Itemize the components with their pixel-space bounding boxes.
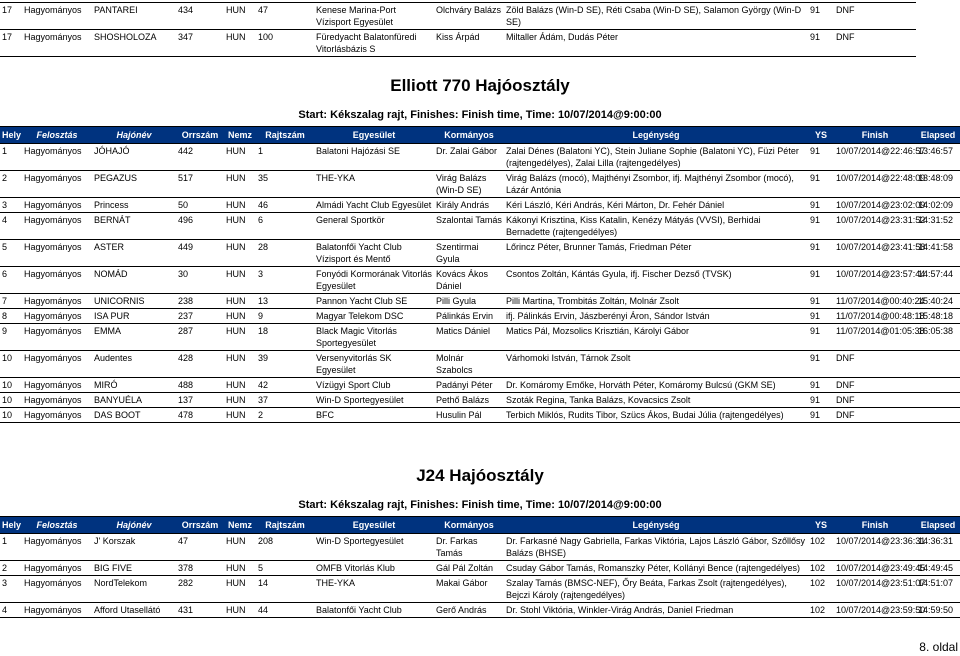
cell-place: 2 <box>0 561 22 576</box>
table-row <box>0 198 960 213</box>
table-row <box>0 324 960 351</box>
cell-start-number: 5 <box>256 561 314 576</box>
cell-elapsed: 15:40:24 <box>916 294 960 309</box>
cell-division: Hagyományos <box>22 576 92 603</box>
cell-elapsed: 14:51:07 <box>916 576 960 603</box>
cell-division: Hagyományos <box>22 351 92 378</box>
cell-elapsed: 16:05:38 <box>916 324 960 351</box>
header-boat-name: Hajónév <box>92 517 176 534</box>
top-results-table <box>0 2 960 57</box>
cell-helm: Makai Gábor <box>434 576 504 603</box>
table-row <box>0 171 960 198</box>
cell-finish: 10/07/2014@23:51:07 <box>834 576 916 603</box>
cell-start-number: 1 <box>256 144 314 171</box>
cell-club: BFC <box>314 408 434 423</box>
table-row <box>0 267 960 294</box>
cell-club: Pannon Yacht Club SE <box>314 294 434 309</box>
cell-ys: 91 <box>808 240 834 267</box>
cell-nation: HUN <box>224 267 256 294</box>
header-nation: Nemz <box>224 127 256 144</box>
cell-sail-number: 237 <box>176 309 224 324</box>
cell-boat-name: J' Korszak <box>92 534 176 561</box>
cell-helm: Gerő András <box>434 603 504 618</box>
cell-finish: DNF <box>834 3 916 30</box>
header-ys: YS <box>808 127 834 144</box>
cell-start-number: 14 <box>256 576 314 603</box>
cell-elapsed <box>916 351 960 378</box>
cell-sail-number: 30 <box>176 267 224 294</box>
cell-boat-name: Audentes <box>92 351 176 378</box>
cell-club: Fonyódi Kormorának Vitorlás Egyesület <box>314 267 434 294</box>
header-finish: Finish <box>834 517 916 534</box>
cell-place: 10 <box>0 408 22 423</box>
header-elapsed: Elapsed <box>916 127 960 144</box>
cell-ys: 91 <box>808 213 834 240</box>
cell-finish: 10/07/2014@22:46:57 <box>834 144 916 171</box>
cell-helm: Szentirmai Gyula <box>434 240 504 267</box>
header-helm: Kormányos <box>434 517 504 534</box>
cell-crew: Zalai Dénes (Balatoni YC), Stein Juliane Sophie (Balatoni YC), Füzi Péter (rajtengedélyes), Zalai Lilla (rajtengedélyes) <box>504 144 808 171</box>
cell-club: Almádi Yacht Club Egyesület <box>314 198 434 213</box>
cell-crew: Lőrincz Péter, Brunner Tamás, Friedman Péter <box>504 240 808 267</box>
header-start-number: Rajtszám <box>256 517 314 534</box>
cell-place: 3 <box>0 576 22 603</box>
cell-sail-number: 50 <box>176 198 224 213</box>
cell-club: OMFB Vitorlás Klub <box>314 561 434 576</box>
cell-elapsed: 13:48:09 <box>916 171 960 198</box>
cell-division: Hagyományos <box>22 267 92 294</box>
header-boat-name: Hajónév <box>92 127 176 144</box>
cell-boat-name: DAS BOOT <box>92 408 176 423</box>
cell-sail-number: 137 <box>176 393 224 408</box>
cell-sail-number: 428 <box>176 351 224 378</box>
table-row <box>0 408 960 423</box>
cell-club: Balatonfői Yacht Club Vízisport és Mentő <box>314 240 434 267</box>
cell-elapsed: 14:36:31 <box>916 534 960 561</box>
cell-start-number: 6 <box>256 213 314 240</box>
cell-boat-name: Afford Utasellátó <box>92 603 176 618</box>
cell-helm: Olchváry Balázs <box>434 3 504 30</box>
cell-helm: Szalontai Tamás <box>434 213 504 240</box>
cell-boat-name: UNICORNIS <box>92 294 176 309</box>
cell-division: Hagyományos <box>22 213 92 240</box>
page-number: 8. oldal <box>919 640 958 654</box>
table-row <box>0 561 960 576</box>
cell-club: Vízügyi Sport Club <box>314 378 434 393</box>
cell-crew: Dr. Farkasné Nagy Gabriella, Farkas Viktória, Lajos László Gábor, Szőllősy Balázs (BHSE) <box>504 534 808 561</box>
cell-place: 17 <box>0 3 22 30</box>
cell-nation: HUN <box>224 309 256 324</box>
cell-finish: 10/07/2014@22:48:09 <box>834 171 916 198</box>
cell-ys: 102 <box>808 561 834 576</box>
cell-elapsed: 14:02:09 <box>916 198 960 213</box>
cell-sail-number: 478 <box>176 408 224 423</box>
cell-start-number: 208 <box>256 534 314 561</box>
cell-nation: HUN <box>224 144 256 171</box>
j24-results-table <box>0 516 960 618</box>
cell-boat-name: Princess <box>92 198 176 213</box>
cell-boat-name: ISA PUR <box>92 309 176 324</box>
cell-club: THE-YKA <box>314 171 434 198</box>
header-row <box>0 517 960 534</box>
cell-finish: DNF <box>834 408 916 423</box>
cell-place: 4 <box>0 213 22 240</box>
cell-helm: Padányi Péter <box>434 378 504 393</box>
cell-place: 8 <box>0 309 22 324</box>
cell-division: Hagyományos <box>22 324 92 351</box>
cell-division: Hagyományos <box>22 3 92 30</box>
cell-finish: 11/07/2014@00:40:24 <box>834 294 916 309</box>
cell-place: 6 <box>0 267 22 294</box>
cell-helm: Pethő Balázs <box>434 393 504 408</box>
cell-sail-number: 378 <box>176 561 224 576</box>
class-title: J24 Hajóosztály <box>416 466 544 485</box>
cell-finish: 10/07/2014@23:36:31 <box>834 534 916 561</box>
cell-sail-number: 47 <box>176 534 224 561</box>
cell-club: Magyar Telekom DSC <box>314 309 434 324</box>
class-title: Elliott 770 Hajóosztály <box>390 76 570 95</box>
cell-ys: 91 <box>808 378 834 393</box>
cell-helm: Kovács Ákos Dániel <box>434 267 504 294</box>
cell-boat-name: SHOSHOLOZA <box>92 30 176 57</box>
cell-elapsed <box>916 393 960 408</box>
cell-nation: HUN <box>224 3 256 30</box>
cell-elapsed: 13:46:57 <box>916 144 960 171</box>
cell-sail-number: 434 <box>176 3 224 30</box>
cell-start-number: 100 <box>256 30 314 57</box>
cell-crew: Kéri László, Kéri András, Kéri Márton, Dr. Fehér Dániel <box>504 198 808 213</box>
cell-nation: HUN <box>224 213 256 240</box>
elliott-results-table <box>0 126 960 423</box>
cell-crew: ifj. Pálinkás Ervin, Jászberényi Áron, Sándor István <box>504 309 808 324</box>
cell-nation: HUN <box>224 576 256 603</box>
cell-division: Hagyományos <box>22 561 92 576</box>
header-elapsed: Elapsed <box>916 517 960 534</box>
cell-crew: Csontos Zoltán, Kántás Gyula, ifj. Fischer Dezső (TVSK) <box>504 267 808 294</box>
cell-finish: 10/07/2014@23:57:44 <box>834 267 916 294</box>
cell-helm: Király András <box>434 198 504 213</box>
table-row <box>0 603 960 618</box>
cell-elapsed: 14:31:52 <box>916 213 960 240</box>
cell-place: 3 <box>0 198 22 213</box>
cell-ys: 91 <box>808 408 834 423</box>
cell-boat-name: NOMÁD <box>92 267 176 294</box>
cell-division: Hagyományos <box>22 144 92 171</box>
table-row <box>0 294 960 309</box>
cell-elapsed <box>916 408 960 423</box>
table-row <box>0 534 960 561</box>
cell-ys: 91 <box>808 30 834 57</box>
cell-elapsed: 14:57:44 <box>916 267 960 294</box>
cell-elapsed: 15:48:18 <box>916 309 960 324</box>
cell-division: Hagyományos <box>22 171 92 198</box>
header-crew: Legénység <box>504 127 808 144</box>
cell-place: 10 <box>0 378 22 393</box>
cell-start-number: 44 <box>256 603 314 618</box>
cell-boat-name: ASTER <box>92 240 176 267</box>
class-start-info: Start: Kékszalag rajt, Finishes: Finish time, Time: 10/07/2014@9:00:00 <box>298 499 662 511</box>
class-start-info: Start: Kékszalag rajt, Finishes: Finish time, Time: 10/07/2014@9:00:00 <box>298 109 662 121</box>
cell-crew: Dr. Stohl Viktória, Winkler-Virág András, Daniel Friedman <box>504 603 808 618</box>
cell-place: 2 <box>0 171 22 198</box>
cell-crew: Szoták Regina, Tanka Balázs, Kovacsics Zsolt <box>504 393 808 408</box>
cell-nation: HUN <box>224 294 256 309</box>
cell-nation: HUN <box>224 171 256 198</box>
cell-division: Hagyományos <box>22 30 92 57</box>
table-row <box>0 576 960 603</box>
cell-sail-number: 431 <box>176 603 224 618</box>
cell-elapsed: 14:41:58 <box>916 240 960 267</box>
cell-finish: 10/07/2014@23:49:45 <box>834 561 916 576</box>
cell-crew: Zöld Balázs (Win-D SE), Réti Csaba (Win-D SE), Salamon György (Win-D SE) <box>504 3 808 30</box>
header-finish: Finish <box>834 127 916 144</box>
cell-start-number: 18 <box>256 324 314 351</box>
cell-sail-number: 282 <box>176 576 224 603</box>
cell-ys: 91 <box>808 171 834 198</box>
cell-club: THE-YKA <box>314 576 434 603</box>
table-row <box>0 30 960 57</box>
cell-finish: 10/07/2014@23:02:09 <box>834 198 916 213</box>
cell-elapsed: 14:49:45 <box>916 561 960 576</box>
header-row <box>0 127 960 144</box>
cell-finish: 11/07/2014@00:48:18 <box>834 309 916 324</box>
cell-helm: Matics Dániel <box>434 324 504 351</box>
cell-boat-name: PEGAZUS <box>92 171 176 198</box>
cell-sail-number: 496 <box>176 213 224 240</box>
cell-ys: 91 <box>808 324 834 351</box>
cell-club: Kenese Marina-Port Vízisport Egyesület <box>314 3 434 30</box>
class-j24 <box>0 466 960 618</box>
cell-boat-name: EMMA <box>92 324 176 351</box>
cell-place: 1 <box>0 144 22 171</box>
table-row <box>0 378 960 393</box>
cell-start-number: 35 <box>256 171 314 198</box>
cell-sail-number: 517 <box>176 171 224 198</box>
cell-ys: 102 <box>808 603 834 618</box>
cell-crew: Terbich Miklós, Rudits Tibor, Szücs Ákos, Budai Júlia (rajtengedélyes) <box>504 408 808 423</box>
table-row <box>0 240 960 267</box>
cell-place: 10 <box>0 351 22 378</box>
cell-club: Versenyvitorlás SK Egyesület <box>314 351 434 378</box>
cell-place: 7 <box>0 294 22 309</box>
cell-crew: Dr. Komáromy Emőke, Horváth Péter, Komáromy Bulcsú (GKM SE) <box>504 378 808 393</box>
cell-crew: Szalay Tamás (BMSC-NEF), Őry Beáta, Farkas Zsolt (rajtengedélyes), Bejczi Károly (rajtengedélyes) <box>504 576 808 603</box>
header-club: Egyesület <box>314 517 434 534</box>
header-sail-number: Orrszám <box>176 127 224 144</box>
cell-crew: Kákonyi Krisztina, Kiss Katalin, Kenézy Mátyás (VVSI), Berhidai Bernadette (rajtengedélyes) <box>504 213 808 240</box>
cell-nation: HUN <box>224 30 256 57</box>
cell-finish: DNF <box>834 378 916 393</box>
cell-division: Hagyományos <box>22 408 92 423</box>
cell-start-number: 39 <box>256 351 314 378</box>
cell-helm: Dr. Farkas Tamás <box>434 534 504 561</box>
cell-boat-name: JÓHAJÓ <box>92 144 176 171</box>
cell-start-number: 3 <box>256 267 314 294</box>
table-row <box>0 213 960 240</box>
cell-sail-number: 238 <box>176 294 224 309</box>
cell-ys: 91 <box>808 267 834 294</box>
cell-helm: Pálinkás Ervin <box>434 309 504 324</box>
header-ys: YS <box>808 517 834 534</box>
header-club: Egyesület <box>314 127 434 144</box>
cell-sail-number: 287 <box>176 324 224 351</box>
cell-club: Balatonfői Yacht Club <box>314 603 434 618</box>
cell-nation: HUN <box>224 561 256 576</box>
cell-division: Hagyományos <box>22 603 92 618</box>
cell-ys: 91 <box>808 144 834 171</box>
cell-ys: 91 <box>808 351 834 378</box>
cell-start-number: 42 <box>256 378 314 393</box>
cell-crew: Pilli Martina, Trombitás Zoltán, Molnár Zsolt <box>504 294 808 309</box>
cell-nation: HUN <box>224 240 256 267</box>
cell-sail-number: 449 <box>176 240 224 267</box>
cell-start-number: 9 <box>256 309 314 324</box>
cell-division: Hagyományos <box>22 294 92 309</box>
cell-club: Black Magic Vitorlás Sportegyesület <box>314 324 434 351</box>
cell-start-number: 28 <box>256 240 314 267</box>
cell-finish: DNF <box>834 30 916 57</box>
cell-nation: HUN <box>224 393 256 408</box>
cell-crew: Várhomoki István, Tárnok Zsolt <box>504 351 808 378</box>
cell-finish: 10/07/2014@23:59:50 <box>834 603 916 618</box>
cell-elapsed: 14:59:50 <box>916 603 960 618</box>
header-helm: Kormányos <box>434 127 504 144</box>
cell-crew: Virág Balázs (mocó), Majthényi Zsombor, ifj. Majthényi Zsombor (mocó), Lázár Antónia <box>504 171 808 198</box>
cell-club: Balatoni Hajózási SE <box>314 144 434 171</box>
cell-boat-name: BERNÁT <box>92 213 176 240</box>
cell-nation: HUN <box>224 378 256 393</box>
cell-helm: Virág Balázs (Win-D SE) <box>434 171 504 198</box>
cell-division: Hagyományos <box>22 240 92 267</box>
cell-sail-number: 488 <box>176 378 224 393</box>
cell-helm: Dr. Zalai Gábor <box>434 144 504 171</box>
cell-nation: HUN <box>224 324 256 351</box>
cell-ys: 91 <box>808 198 834 213</box>
cell-ys: 91 <box>808 393 834 408</box>
cell-division: Hagyományos <box>22 198 92 213</box>
cell-ys: 91 <box>808 294 834 309</box>
cell-start-number: 47 <box>256 3 314 30</box>
header-crew: Legénység <box>504 517 808 534</box>
cell-boat-name: BIG FIVE <box>92 561 176 576</box>
cell-nation: HUN <box>224 198 256 213</box>
cell-finish: 10/07/2014@23:41:58 <box>834 240 916 267</box>
cell-division: Hagyományos <box>22 378 92 393</box>
table-row <box>0 351 960 378</box>
table-row <box>0 393 960 408</box>
header-sail-number: Orrszám <box>176 517 224 534</box>
cell-place: 9 <box>0 324 22 351</box>
cell-finish: 10/07/2014@23:31:52 <box>834 213 916 240</box>
cell-start-number: 13 <box>256 294 314 309</box>
cell-start-number: 46 <box>256 198 314 213</box>
cell-ys: 91 <box>808 3 834 30</box>
cell-club: Füredyacht Balatonfüredi Vitorlásbázis S <box>314 30 434 57</box>
cell-start-number: 2 <box>256 408 314 423</box>
cell-helm: Husulin Pál <box>434 408 504 423</box>
table-row <box>0 3 960 30</box>
cell-place: 4 <box>0 603 22 618</box>
cell-division: Hagyományos <box>22 393 92 408</box>
header-start-number: Rajtszám <box>256 127 314 144</box>
cell-division: Hagyományos <box>22 534 92 561</box>
cell-place: 5 <box>0 240 22 267</box>
cell-division: Hagyományos <box>22 309 92 324</box>
cell-helm: Molnár Szabolcs <box>434 351 504 378</box>
cell-ys: 102 <box>808 576 834 603</box>
cell-club: Win-D Sportegyesület <box>314 393 434 408</box>
cell-ys: 102 <box>808 534 834 561</box>
cell-place: 10 <box>0 393 22 408</box>
class-elliott <box>0 76 960 423</box>
cell-crew: Csuday Gábor Tamás, Romanszky Péter, Kollányi Bence (rajtengedélyes) <box>504 561 808 576</box>
cell-nation: HUN <box>224 603 256 618</box>
cell-ys: 91 <box>808 309 834 324</box>
cell-sail-number: 442 <box>176 144 224 171</box>
cell-helm: Gál Pál Zoltán <box>434 561 504 576</box>
cell-crew: Miltaller Ádám, Dudás Péter <box>504 30 808 57</box>
cell-finish: DNF <box>834 393 916 408</box>
cell-helm: Kiss Árpád <box>434 30 504 57</box>
header-nation: Nemz <box>224 517 256 534</box>
cell-nation: HUN <box>224 408 256 423</box>
cell-nation: HUN <box>224 534 256 561</box>
cell-club: General Sportkör <box>314 213 434 240</box>
cell-boat-name: MIRÓ <box>92 378 176 393</box>
cell-finish: 11/07/2014@01:05:38 <box>834 324 916 351</box>
cell-crew: Matics Pál, Mozsolics Krisztián, Károlyi Gábor <box>504 324 808 351</box>
cell-boat-name: BANYUÉLA <box>92 393 176 408</box>
cell-club: Win-D Sportegyesület <box>314 534 434 561</box>
table-row <box>0 309 960 324</box>
cell-elapsed <box>916 378 960 393</box>
header-place: Hely <box>0 517 22 534</box>
cell-place: 17 <box>0 30 22 57</box>
cell-sail-number: 347 <box>176 30 224 57</box>
header-division: Felosztás <box>22 517 92 534</box>
cell-nation: HUN <box>224 351 256 378</box>
cell-helm: Pilli Gyula <box>434 294 504 309</box>
header-place: Hely <box>0 127 22 144</box>
cell-place: 1 <box>0 534 22 561</box>
cell-boat-name: PANTAREI <box>92 3 176 30</box>
cell-finish: DNF <box>834 351 916 378</box>
cell-boat-name: NordTelekom <box>92 576 176 603</box>
header-division: Felosztás <box>22 127 92 144</box>
cell-start-number: 37 <box>256 393 314 408</box>
table-row <box>0 144 960 171</box>
